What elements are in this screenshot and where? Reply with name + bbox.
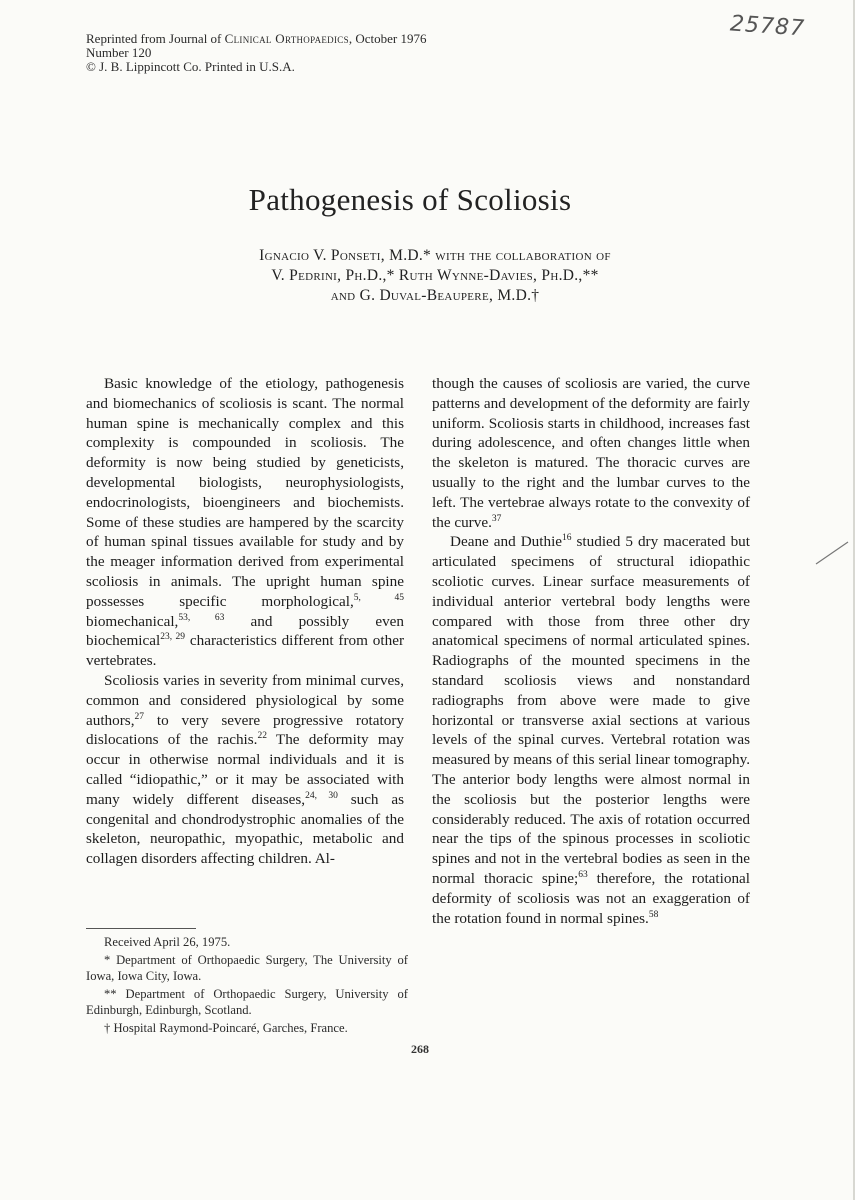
received-date: Received April 26, 1975. bbox=[104, 935, 231, 949]
author-line-1: Ignacio V. Ponseti, M.D.* with the collaboration of bbox=[259, 247, 611, 264]
citation: 16 bbox=[562, 533, 572, 544]
footnote-divider bbox=[86, 928, 196, 929]
paragraph-severity-continued: though the causes of scoliosis are varied, the curve patterns and development of the deformity are fairly uniform. Scoliosis starts in childhood, increases fast during adolescence, and often changes little when the skeleton is matured. The thoracic curves are usually to the right and the lumbar curves to the left. The vertebrae always rotate to the convexity of the curve.$^{37}$ bbox=[432, 375, 750, 531]
author-line-2: V. Pedrini, Ph.D.,* Ruth Wynne-Davies, Ph.D.,** bbox=[271, 267, 599, 284]
reprint-header bbox=[86, 32, 427, 74]
citation: 27 bbox=[134, 711, 145, 722]
citation: 63 bbox=[578, 869, 588, 880]
article-title: Pathogenesis of Scoliosis bbox=[248, 182, 572, 217]
pen-stroke-mark bbox=[812, 538, 852, 568]
citation: 23, 29 bbox=[160, 632, 186, 643]
footnotes bbox=[86, 934, 408, 1037]
reprint-line-3: © J. B. Lippincott Co. Printed in U.S.A. bbox=[86, 59, 295, 74]
right-column bbox=[432, 374, 750, 928]
paragraph-severity: Scoliosis varies in severity from minimal curves, common and considered physiological by some authors,$^{27}$ to very severe progressive rotatory dislocations of the rachis.$^{22}$ The deformity may occur in otherwise normal individuals and it is called “idiopathic,” or it may be associated with many widely different diseases,$^{24, 30}$ such as congenital and chondrodystrophic anomalies of the skeleton, neuropathic, myopathic, metabolic and collagen disorders affecting children. Al- bbox=[86, 671, 405, 868]
paragraph-intro: Basic knowledge of the etiology, pathogenesis and biomechanics of scoliosis is scant. The normal human spine is mechanically complex and this complexity is compounded in scoliosis. The deformity is now being studied by geneticists, developmental biologists, neurophysiologists, endocrinologists, bioengineers and biochemists. Some of these studies are hampered by the scarcity of human spinal tissues available for study and by the meager information derived from experimental scoliosis in animals. The upright human spine possesses specific morphological,$^{5, 45}$ biomechanical,$^{53, 63}$ and possibly even biochemical$^{23, 29}$ characteristics different from other vertebrates. bbox=[86, 375, 405, 670]
paragraph-deane-duthie: Deane and Duthie$^{16}$ studied 5 dry macerated but articulated specimens of structural idiopathic scoliotic curves. Linear surface measurements of individual anterior vertebral body lengths were compared with those from three other dry anatomical specimens of normal articulated spines. Radiographs of the mounted specimens in the standard scoliosis views and nonstandard radiographs from above were made to give horizontal or transverse axial sections at various levels of the spinal curves. Vertebral rotation was measured by means of this serial linear tomography. The anterior body lengths were almost normal in the scoliosis but the posterior lengths were considerably reduced. The axis of rotation occurred near the tips of the spinous processes in scoliotic spines and not in the vertebral bodies as seen in the normal thoracic spine;$^{63}$ therefore, the rotational deformity of scoliosis was not an exaggeration of the rotation found in normal spines.$^{58}$ bbox=[432, 533, 750, 927]
page-number: 268 bbox=[411, 1042, 429, 1056]
handwritten-annotation: 25787 bbox=[729, 11, 806, 42]
footnote-affiliation-1: * Department of Orthopaedic Surgery, The University of Iowa, Iowa City, Iowa. bbox=[86, 952, 408, 983]
journal-name: Clinical Orthopaedics bbox=[224, 31, 349, 46]
citation: 22 bbox=[257, 731, 267, 742]
author-line-3: and G. Duval-Beaupere, M.D.† bbox=[330, 287, 540, 304]
citation: 5, 45 bbox=[353, 592, 404, 603]
reprint-line-1: Reprinted from Journal of Clinical Orthopaedics, October 1976 bbox=[86, 31, 427, 46]
citation: 53, 63 bbox=[178, 612, 225, 623]
footnote-affiliation-2: ** Department of Orthopaedic Surgery, University of Edinburgh, Edinburgh, Scotland. bbox=[86, 986, 408, 1017]
left-column bbox=[86, 374, 404, 869]
citation: 24, 30 bbox=[305, 790, 338, 801]
reprint-line-2: Number 120 bbox=[86, 45, 152, 60]
footnote-affiliation-3: † Hospital Raymond-Poincaré, Garches, France. bbox=[104, 1020, 348, 1035]
author-block bbox=[150, 246, 720, 306]
citation: 58 bbox=[648, 909, 659, 920]
citation: 37 bbox=[491, 513, 502, 524]
